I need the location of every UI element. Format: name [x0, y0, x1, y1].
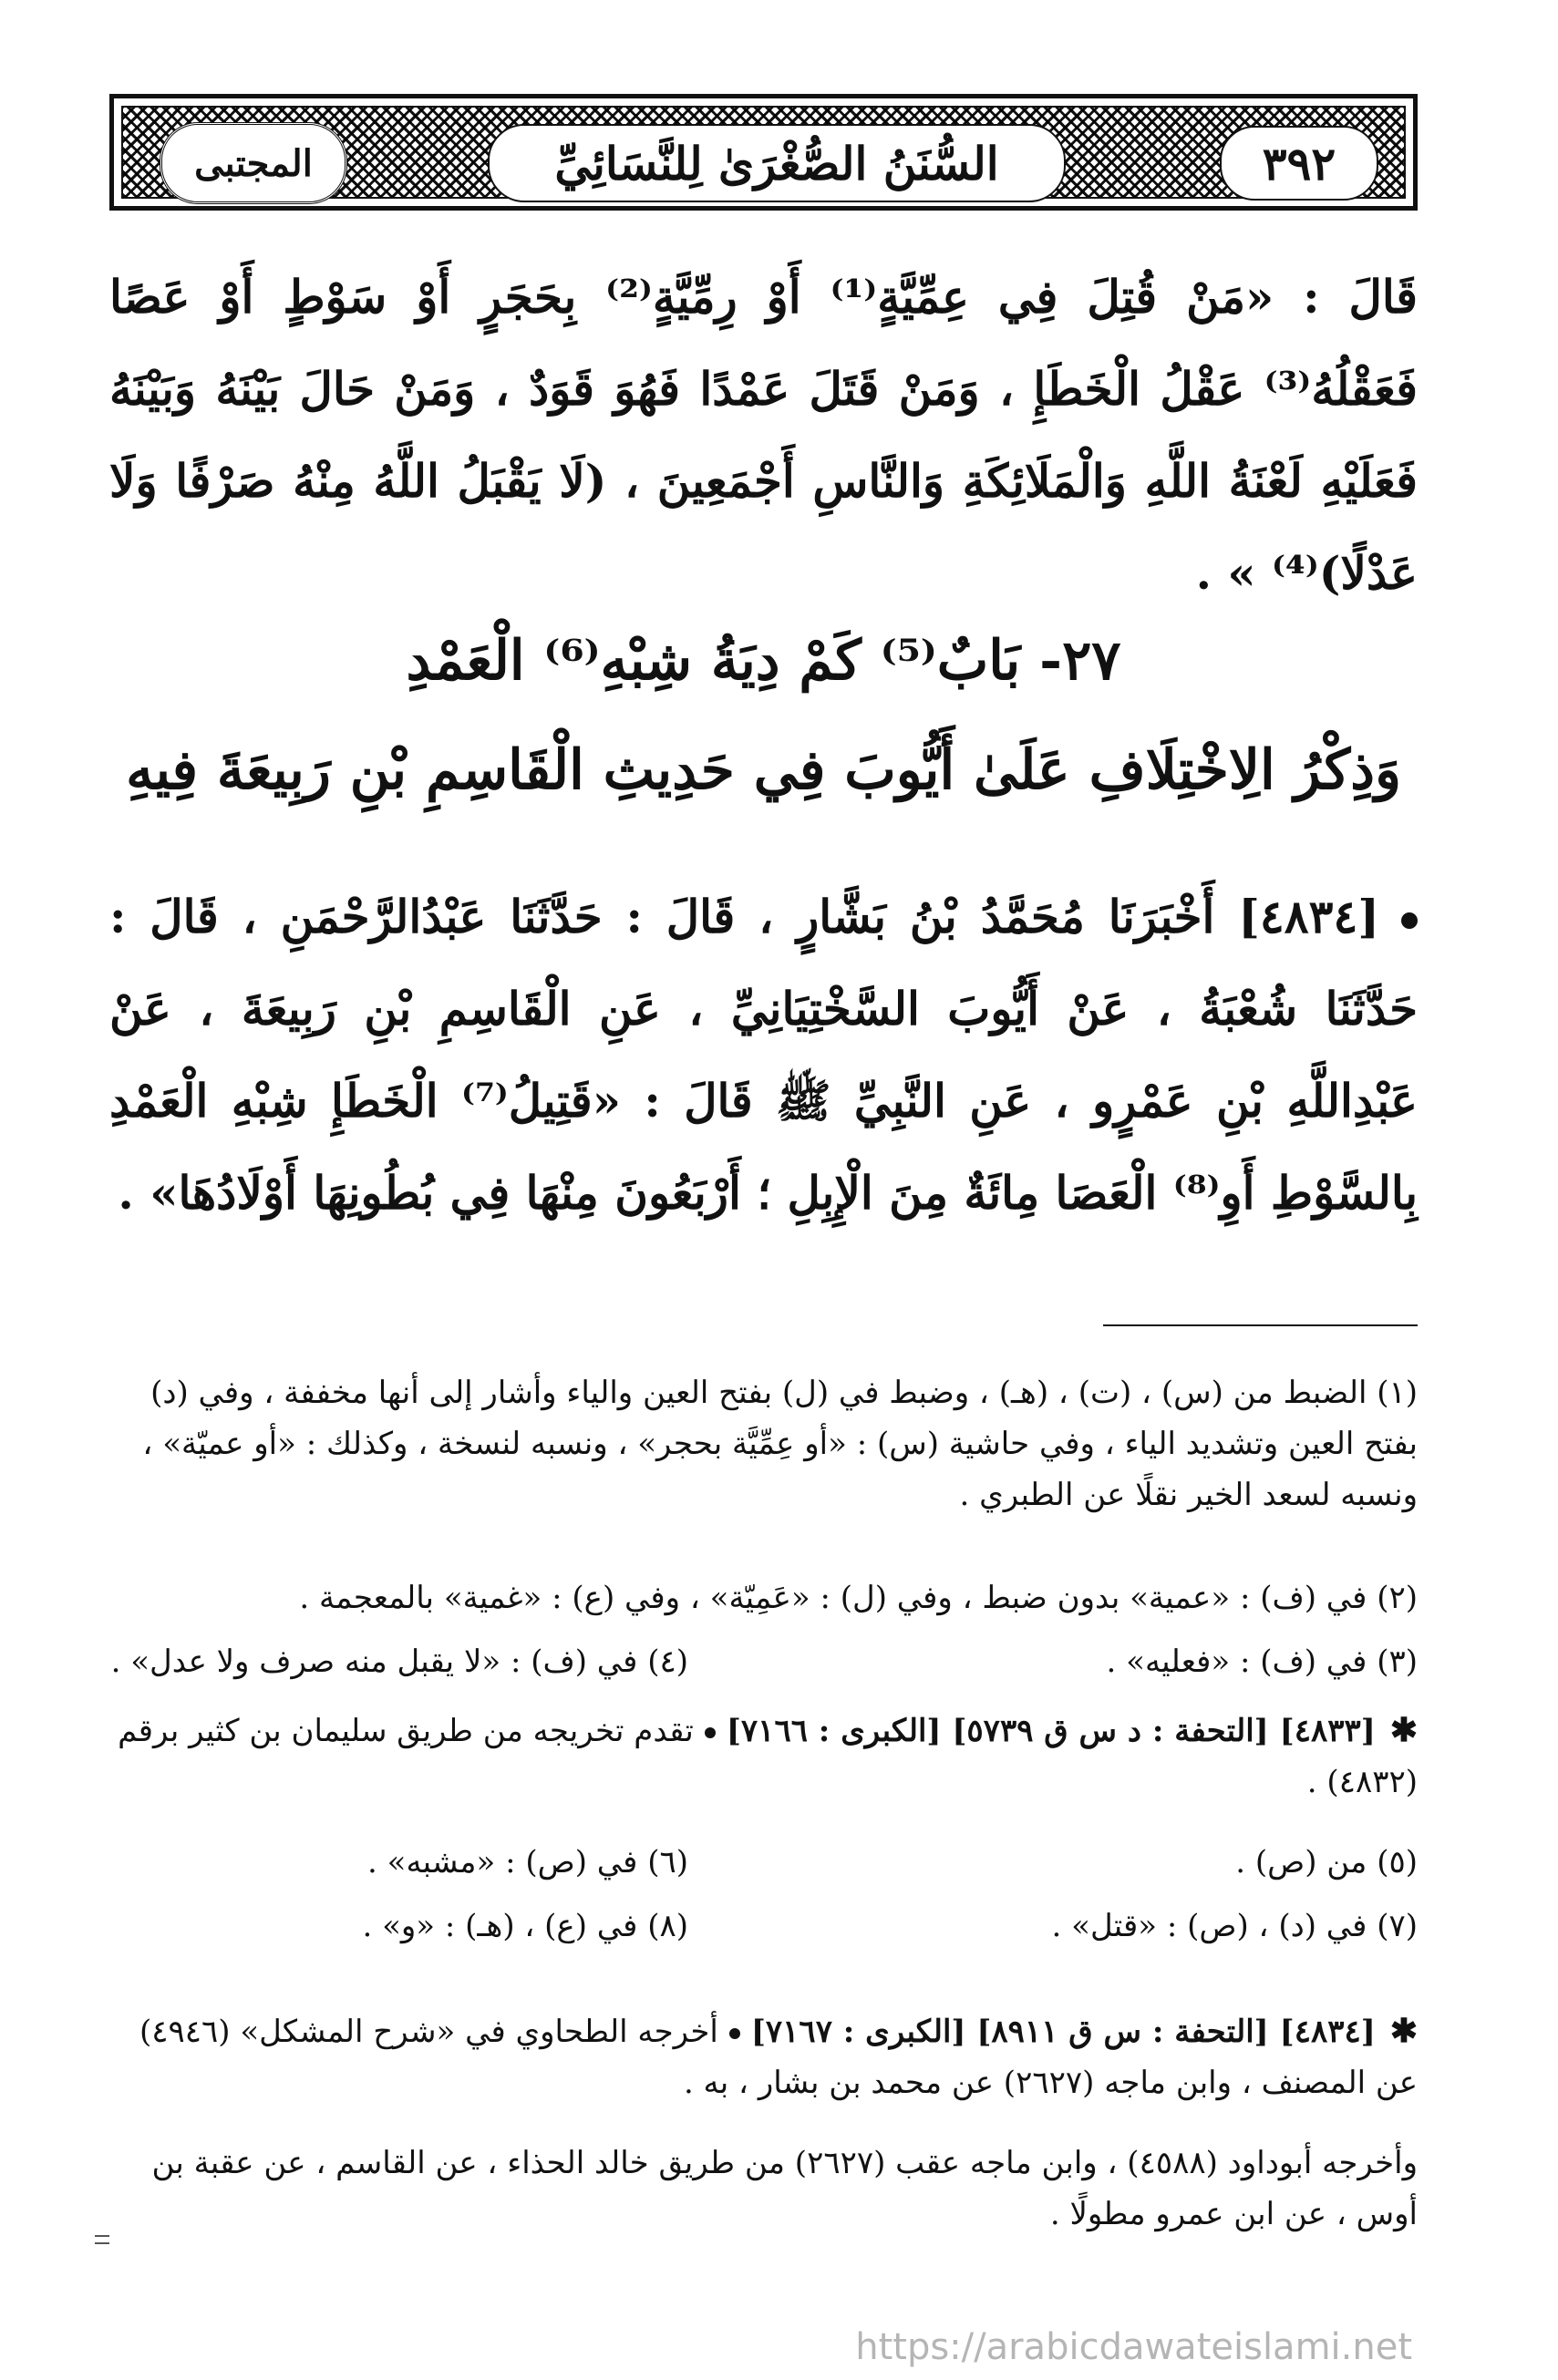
takhrij-4834-text: أخرجه الطحاوي في «شرح المشكل» (٤٩٤٦) عن المصنف ، وابن ماجه (٢٦٢٧) عن محمد بن بشار ، به .: [139, 2014, 1418, 2101]
page-number: ٣٩٢: [1262, 136, 1336, 191]
takhrij-4834-continued: وأخرجه أبوداود (٤٥٨٨) ، وابن ماجه عقب (٢٦٢٧) من طريق خالد الحذاء ، عن القاسم ، عن عقبة بن أوس ، عن ابن عمرو مطولًا .: [151, 2145, 1418, 2232]
footnote-5: (٥) من (ص) .: [1235, 1844, 1418, 1880]
takhrij-4834-ref: [٤٨٣٤] [التحفة : س ق ٨٩١١] [الكبرى : ٧١٦٧]: [750, 2014, 1376, 2050]
footnote-4: (٤) في (ف) : «لا يقبل منه صرف ولا عدل» .: [110, 1643, 688, 1680]
footnote-row-5-6: [109, 1837, 1418, 1888]
footnote-6: (٦) في (ص) : «مشبه» .: [367, 1844, 688, 1880]
chapter-subheading: وَذِكْرُ الِاخْتِلَافِ عَلَىٰ أَيُّوبَ فِي حَدِيثِ الْقَاسِمِ بْنِ رَبِيعَةَ فِيهِ: [126, 738, 1401, 802]
takhrij-4834: [109, 2005, 1418, 2108]
hadith-4834-text: [٤٨٣٤] أَخْبَرَنَا مُحَمَّدُ بْنُ بَشَّارٍ ، قَالَ : حَدَّثَنَا عَبْدُالرَّحْمَنِ ، قَالَ : حَدَّثَنَا شُعْبَةُ ، عَنْ أَيُّوبَ السَّخْتِيَانِيِّ ، عَنِ الْقَاسِمِ بْنِ رَبِيعَةَ ، عَنْ عَبْدِاللَّهِ بْنِ عَمْرٍو ، عَنِ النَّبِيِّ ﷺ قَالَ : «قَتِيلُ⁽⁷⁾ الْخَطَإِ شِبْهِ الْعَمْدِ بِالسَّوْطِ أَوِ⁽⁸⁾ الْعَصَا مِائَةٌ مِنَ الْإِبِلِ ؛ أَرْبَعُونَ مِنْهَا فِي بُطُونِهَا أَوْلَادُهَا» .: [109, 890, 1419, 1220]
hadith-4834: [109, 871, 1418, 1239]
page-number-cartouche: [1220, 126, 1378, 201]
footnote-1: (١) الضبط من (س) ، (ت) ، (هـ) ، وضبط في (ل) بفتح العين والياء وأشار إلى أنها مخففة ، وفي (د) بفتح العين وتشديد الياء ، وفي حاشية (س) : «أو عِمِّيَّة بحجر» ، ونسبه لنسخة ، وكذلك : «أو عميّة» ، ونسبه لسعد الخير نقلًا عن الطبري .: [142, 1375, 1418, 1513]
footnote-row-7-8: [109, 1901, 1418, 1952]
title-cartouche: [488, 124, 1066, 202]
bullet-icon: [1401, 912, 1418, 929]
footnote-7: (٧) في (د) ، (ص) : «قتل» .: [1051, 1908, 1418, 1944]
footnote-row-3-4: [109, 1636, 1418, 1687]
dot-icon: [729, 2028, 740, 2039]
header-ornament: [121, 106, 1406, 199]
emblem-cartouche: [160, 122, 347, 204]
footnote-3: (٣) في (ف) : «فعليه» .: [1106, 1643, 1418, 1680]
margin-mark: [95, 2235, 109, 2244]
chapter-heading: ٢٧- بَابٌ⁽⁵⁾ كَمْ دِيَةُ شِبْهِ⁽⁶⁾ الْعَمْدِ: [406, 629, 1121, 693]
takhrij-4833: [109, 1705, 1418, 1808]
takhrij-4833-ref: [٤٨٣٣] [التحفة : د س ق ٥٧٣٩] [الكبرى : ٧١٦٦]: [726, 1713, 1376, 1749]
asterisk-icon: ✱: [1389, 2012, 1418, 2050]
footnote-divider: [1103, 1324, 1418, 1326]
watermark-url[interactable]: https://arabicdawateislami.net: [855, 2326, 1412, 2368]
asterisk-icon: ✱: [1389, 1711, 1418, 1749]
hadith-continuation: قَالَ : «مَنْ قُتِلَ فِي عِمِّيَّةٍ⁽¹⁾ أَوْ رِمِّيَّةٍ⁽²⁾ بِحَجَرٍ أَوْ سَوْطٍ أَوْ عَصًا فَعَقْلُهُ⁽³⁾ عَقْلُ الْخَطَإِ ، وَمَنْ قَتَلَ عَمْدًا فَهُوَ قَوَدٌ ، وَمَنْ حَالَ بَيْنَهُ وَبَيْنَهُ فَعَلَيْهِ لَعْنَةُ اللَّهِ وَالْمَلَائِكَةِ وَالنَّاسِ أَجْمَعِينَ ، (لَا يَقْبَلُ اللَّهُ مِنْهُ صَرْفًا وَلَا عَدْلًا)⁽⁴⁾ » .: [109, 270, 1419, 600]
takhrij-4833-text: تقدم تخريجه من طريق سليمان بن كثير برقم (٤٨٣٢) .: [118, 1713, 1418, 1800]
footnote-8: (٨) في (ع) ، (هـ) : «و» .: [362, 1908, 688, 1944]
footnote-2: (٢) في (ف) : «عمية» بدون ضبط ، وفي (ل) : «عَمِيّة» ، وفي (ع) : «غمية» بالمعجمة .: [299, 1580, 1418, 1616]
emblem-text: المجتبى: [194, 141, 313, 185]
book-title: السُّنَنُ الصُّغْرَىٰ لِلنَّسَائِيِّ: [554, 136, 999, 191]
dot-icon: [705, 1727, 716, 1738]
page-header: [109, 94, 1418, 211]
